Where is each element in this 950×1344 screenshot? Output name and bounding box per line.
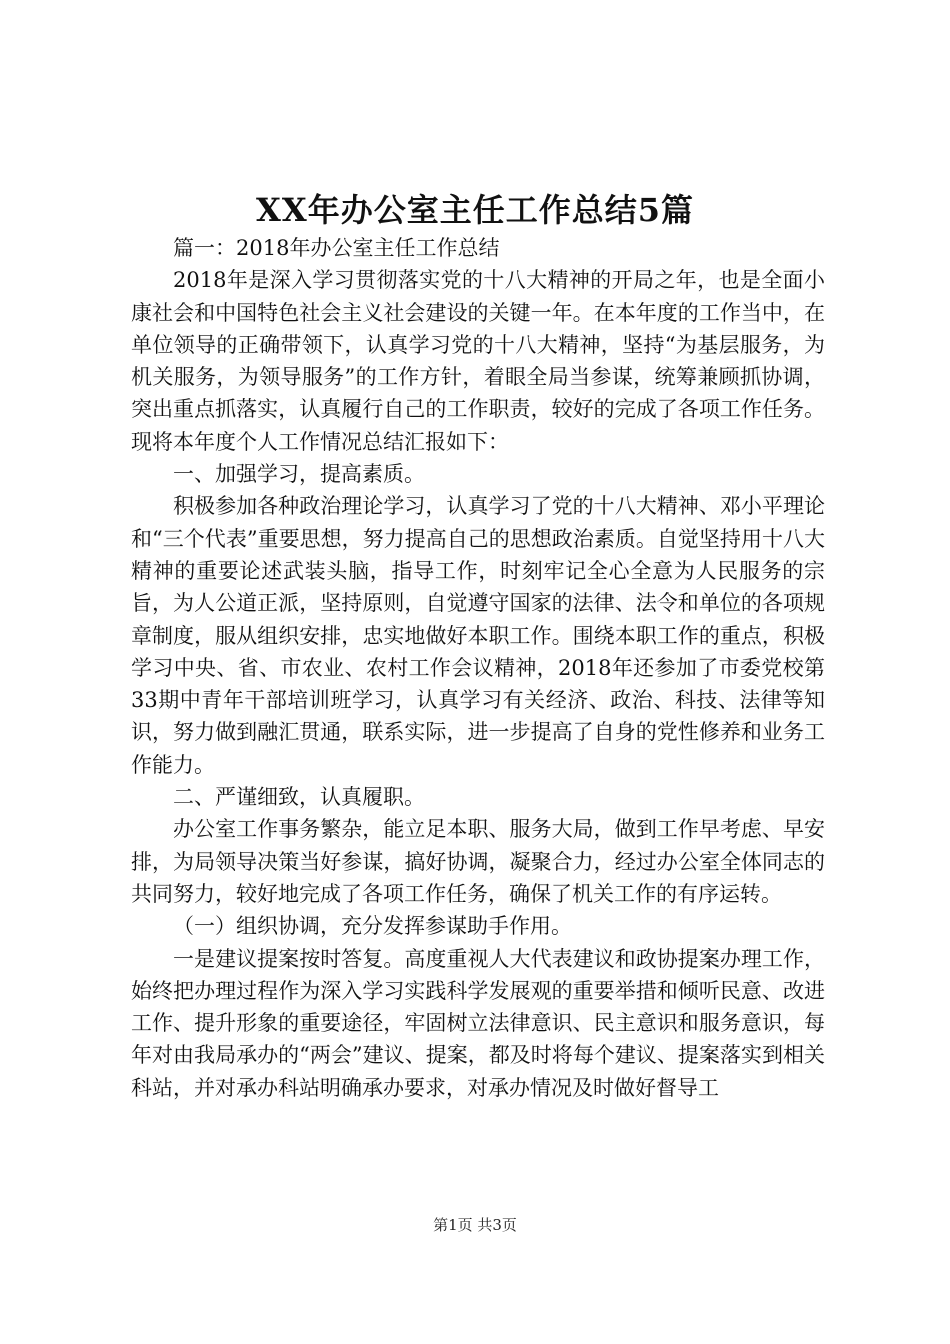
body-paragraph: 办公室工作事务繁杂，能立足本职、服务大局，做到工作早考虑、早安排，为局领导决策当好参谋，搞好协调，凝聚合力，经过办公室全体同志的共同努力，较好地完成了各项工作任务，确保了机关工作的有序运转。 bbox=[131, 817, 825, 906]
body-paragraph: 一是建议提案按时答复。高度重视人大代表建议和政协提案办理工作，始终把办理过程作为深入学习实践科学发展观的重要举措和倾听民意、改进工作、提升形象的重要途径，牢固树立法律意识、民主意识和服务意识，每年对由我局承办的“两会”建议、提案，都及时将每个建议、提案落实到相关科站，并对承办科站明确承办要求，对承办情况及时做好督导工 bbox=[131, 946, 825, 1100]
subsection-heading: （一）组织协调，充分发挥参谋助手作用。 bbox=[173, 914, 572, 939]
subsection-heading: 一、加强学习，提高素质。 bbox=[173, 462, 425, 487]
subsection-heading: 二、严谨细致，认真履职。 bbox=[173, 785, 425, 810]
document-title: XX年办公室主任工作总结5篇 bbox=[256, 191, 694, 229]
document-body bbox=[131, 232, 825, 1104]
body-paragraph: 2018年是深入学习贯彻落实党的十八大精神的开局之年，也是全面小康社会和中国特色社会主义社会建设的关键一年。在本年度的工作当中，在单位领导的正确带领下，认真学习党的十八大精神，坚持“为基层服务，为机关服务，为领导服务”的工作方针，着眼全局当参谋，统筹兼顾抓协调，突出重点抓落实，认真履行自己的工作职责，较好的完成了各项工作任务。现将本年度个人工作情况总结汇报如下： bbox=[131, 268, 825, 454]
page-footer: 第1页 共3页 bbox=[433, 1216, 517, 1234]
section-heading: 篇一：2018年办公室主任工作总结 bbox=[173, 236, 500, 260]
body-paragraph: 积极参加各种政治理论学习，认真学习了党的十八大精神、邓小平理论和“三个代表”重要思想，努力提高自己的思想政治素质。自觉坚持用十八大精神的重要论述武装头脑，指导工作，时刻牢记全心全意为人民服务的宗旨，为人公道正派，坚持原则，自觉遵守国家的法律、法令和单位的各项规章制度，服从组织安排，忠实地做好本职工作。围绕本职工作的重点，积极学习中央、省、市农业、农村工作会议精神，2018年还参加了市委党校第33期中青年干部培训班学习，认真学习有关经济、政治、科技、法律等知识，努力做到融汇贯通，联系实际，进一步提高了自身的党性修养和业务工作能力。 bbox=[131, 494, 825, 777]
